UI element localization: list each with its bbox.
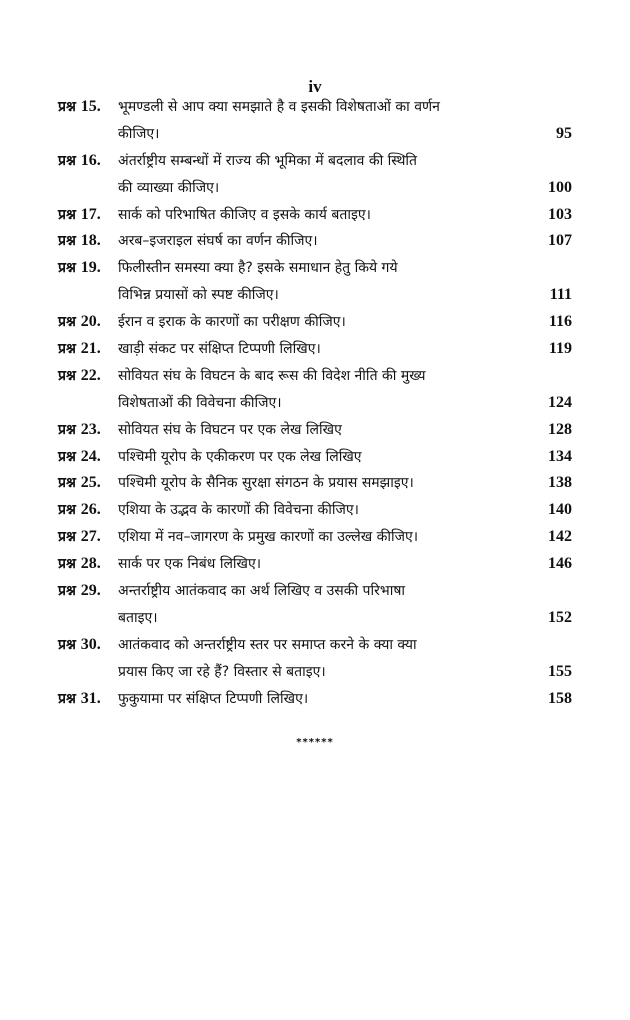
question-label (58, 309, 118, 336)
question-text: भूमण्डली से आप क्या समझाते है व इसकी विशेषताओं का वर्णन (118, 99, 440, 115)
question-number: 15. (80, 98, 101, 115)
toc-line (58, 524, 572, 551)
question-label (58, 94, 118, 121)
toc-entry (58, 363, 572, 417)
toc-line (58, 148, 572, 175)
page-number: 142 (548, 528, 572, 546)
toc-line (58, 336, 572, 363)
question-prefix: प्रश्न (58, 314, 76, 331)
question-prefix: प्रश्न (58, 690, 76, 707)
question-text: की व्याख्या कीजिए। (118, 179, 220, 196)
question-label (58, 578, 118, 605)
toc-entry (58, 632, 572, 686)
question-text: विभिन्न प्रयासों को स्पष्ट कीजिए। (118, 287, 279, 304)
end-mark: ****** (296, 737, 334, 748)
toc-entry (58, 202, 572, 229)
page-number: 152 (548, 608, 572, 626)
question-text: अरब–इजराइल संघर्ष का वर्णन कीजिए। (118, 233, 318, 250)
toc-entry (58, 94, 572, 148)
question-number: 27. (80, 528, 101, 546)
page-number: 158 (548, 689, 572, 707)
question-text: कीजिए। (118, 125, 160, 142)
question-number: 26. (80, 501, 101, 519)
question-label (58, 417, 118, 444)
question-number: 16. (80, 151, 101, 169)
question-number: 31. (80, 689, 101, 707)
question-text: एशिया में नव–जागरण के प्रमुख कारणों का उल्लेख कीजिए। (118, 529, 419, 546)
question-label (58, 228, 118, 255)
toc-entry (58, 228, 572, 255)
question-label (58, 470, 118, 497)
question-text: ईरान व इराक के कारणों का परीक्षण कीजिए। (118, 314, 346, 331)
toc-line (58, 282, 572, 309)
question-number: 29. (80, 582, 101, 600)
toc-entry (58, 148, 572, 202)
question-prefix: प्रश्न (58, 233, 76, 250)
question-text: अन्तर्राष्ट्रीय आतंकवाद का अर्थ लिखिए व उसकी परिभाषा (118, 583, 406, 600)
question-prefix: प्रश्न (58, 260, 76, 277)
question-prefix: प्रश्न (58, 529, 76, 546)
toc-line (58, 363, 572, 390)
question-label (58, 444, 118, 471)
page-number: 138 (548, 474, 572, 492)
question-prefix: प्रश्न (58, 475, 76, 492)
question-text: बताइए। (118, 609, 158, 626)
question-label (58, 202, 118, 229)
toc-entry (58, 470, 572, 497)
question-prefix: प्रश्न (58, 206, 76, 223)
question-text: सार्क पर एक निबंध लिखिए। (118, 556, 262, 573)
toc-line (58, 228, 572, 255)
question-prefix: प्रश्न (58, 636, 76, 653)
page-number: 107 (548, 232, 572, 250)
question-prefix: प्रश्न (58, 448, 76, 465)
toc-entry (58, 524, 572, 551)
question-prefix: प्रश्न (58, 502, 76, 519)
question-number: 22. (80, 366, 101, 384)
question-label (58, 551, 118, 578)
page-number: 103 (548, 205, 572, 223)
page-number: 124 (548, 393, 572, 411)
question-prefix: प्रश्न (58, 367, 76, 384)
page-number: 128 (548, 420, 572, 438)
toc-line (58, 202, 572, 229)
question-text: फुकुयामा पर संक्षिप्त टिप्पणी लिखिए। (118, 690, 309, 707)
question-label (58, 148, 118, 175)
question-number: 25. (80, 474, 101, 492)
toc-entry (58, 578, 572, 632)
question-number: 18. (80, 232, 101, 250)
toc-line (58, 94, 572, 121)
page-number: 146 (548, 555, 572, 573)
question-label (58, 336, 118, 363)
toc-line (58, 255, 572, 282)
toc-line (58, 470, 572, 497)
question-label (58, 497, 118, 524)
question-prefix: प्रश्न (58, 583, 76, 600)
question-prefix: प्रश्न (58, 341, 76, 358)
toc-entry (58, 309, 572, 336)
question-text: आतंकवाद को अन्तर्राष्ट्रीय स्तर पर समाप्त करने के क्या क्या (118, 636, 417, 653)
question-prefix: प्रश्न (58, 421, 76, 438)
page-number: 111 (549, 286, 572, 304)
question-label (58, 632, 118, 659)
question-text: सार्क को परिभाषित कीजिए व इसके कार्य बताइए। (118, 206, 371, 223)
toc-entry (58, 686, 572, 713)
toc-entry (58, 497, 572, 524)
question-number: 24. (80, 447, 101, 465)
question-label (58, 686, 118, 713)
question-number: 21. (80, 340, 101, 358)
question-label (58, 363, 118, 390)
toc-entry (58, 444, 572, 471)
page-number-roman: iv (308, 77, 322, 96)
toc-line (58, 175, 572, 202)
page-number: 116 (548, 313, 572, 331)
question-number: 20. (80, 313, 101, 331)
page-number: 95 (556, 124, 572, 142)
toc-line (58, 632, 572, 659)
question-number: 28. (80, 555, 101, 573)
toc-line (58, 686, 572, 713)
toc-line (58, 551, 572, 578)
page-number: 140 (548, 501, 572, 519)
page-number: 134 (548, 447, 572, 465)
question-text: सोवियत संघ के विघटन पर एक लेख लिखिए (118, 421, 342, 438)
question-text: पश्चिमी यूरोप के एकीकरण पर एक लेख लिखिए (118, 448, 362, 465)
toc-line (58, 605, 572, 632)
page-number: 119 (548, 340, 572, 358)
question-number: 19. (80, 259, 101, 277)
question-prefix: प्रश्न (58, 556, 76, 573)
toc-entry (58, 417, 572, 444)
question-label (58, 255, 118, 282)
toc-entry (58, 336, 572, 363)
page-number: 100 (548, 178, 572, 196)
question-prefix: प्रश्न (58, 152, 76, 169)
toc-line (58, 578, 572, 605)
question-text: सोवियत संघ के विघटन के बाद रूस की विदेश नीति की मुख्य (118, 367, 426, 384)
toc-line (58, 390, 572, 417)
question-label (58, 524, 118, 551)
toc-entry (58, 255, 572, 309)
toc-line (58, 121, 572, 148)
question-text: फिलीस्तीन समस्या क्या है? इसके समाधान हेतु किये गये (118, 260, 398, 277)
question-number: 30. (80, 635, 101, 653)
question-number: 23. (80, 420, 101, 438)
toc-line (58, 309, 572, 336)
question-text: प्रयास किए जा रहे हैं? विस्तार से बताइए। (118, 663, 326, 680)
question-text: अंतर्राष्ट्रीय सम्बन्धों में राज्य की भूमिका में बदलाव की स्थिति (118, 152, 417, 169)
question-text: खाड़ी संकट पर संक्षिप्त टिप्पणी लिखिए। (118, 341, 321, 358)
question-text: विशेषताओं की विवेचना कीजिए। (118, 394, 282, 411)
question-prefix: प्रश्न (58, 99, 76, 115)
toc-entry (58, 551, 572, 578)
question-number: 17. (80, 205, 101, 223)
toc-line (58, 417, 572, 444)
question-text: एशिया के उद्भव के कारणों की विवेचना कीजिए। (118, 502, 359, 519)
question-text: पश्चिमी यूरोप के सैनिक सुरक्षा संगठन के प्रयास समझाइए। (118, 475, 414, 492)
toc-line (58, 444, 572, 471)
table-of-contents (58, 94, 572, 712)
toc-line (58, 497, 572, 524)
toc-line (58, 659, 572, 686)
page-number: 155 (548, 662, 572, 680)
